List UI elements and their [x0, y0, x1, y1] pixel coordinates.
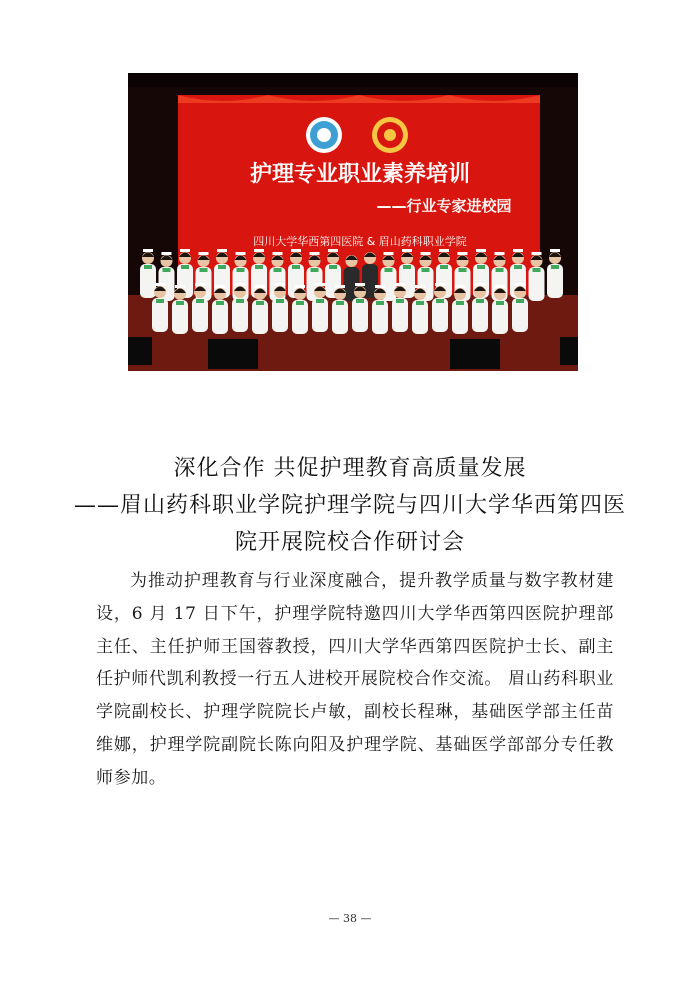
- person-figure: [492, 285, 508, 334]
- person-figure: [392, 283, 408, 332]
- person-figure: [212, 285, 228, 334]
- person-figure: [529, 252, 545, 301]
- person-figure: [412, 285, 428, 334]
- person-figure: [192, 283, 208, 332]
- banner-subtitle: ——行业专家进校园: [376, 197, 512, 215]
- person-figure: [172, 285, 188, 334]
- article-title-line-3: 院开展院校合作研讨会: [234, 530, 465, 555]
- article-paragraph: 为推动护理教育与行业深度融合，提升教学质量与数字教材建设，6 月 17 日下午，护理学院特邀四川大学华西第四医院护理部主任、主任护师王国蓉教授，四川大学华西第四医院护士长、副主任护师代凯利教授一行五人进校开展院校合作交流。 眉山药科职业学院副校长、护理学院院长卢敏，副校长程琳，基础医学部主任苗维娜，护理学院副院长陈向阳及护理学院、基础医学部部分专任教师参加。: [96, 571, 614, 788]
- person-figure: [352, 283, 368, 332]
- person-figure: [252, 285, 268, 334]
- person-figure: [140, 249, 156, 298]
- person-figure: [292, 285, 308, 334]
- stage-speaker: [560, 337, 578, 365]
- page-number: — 38 —: [328, 912, 372, 925]
- stage-speaker: [128, 337, 152, 365]
- banner-footer: 四川大学华西第四医院 & 眉山药科职业学院: [253, 235, 467, 248]
- stage-speaker: [208, 339, 258, 369]
- person-figure: [372, 285, 388, 334]
- person-figure: [547, 249, 563, 298]
- person-figure: [332, 285, 348, 334]
- person-figure: [432, 283, 448, 332]
- person-figure: [452, 285, 468, 334]
- group-photo: [128, 73, 578, 371]
- person-figure: [232, 283, 248, 332]
- banner-title: 护理专业职业素养培训: [249, 162, 471, 187]
- article-title-line-2: ——眉山药科职业学院护理学院与四川大学华西第四医: [73, 493, 626, 518]
- stage-speaker: [450, 339, 500, 369]
- college-logo-icon: [372, 117, 408, 153]
- person-figure: [312, 283, 328, 332]
- person-figure: [152, 283, 168, 332]
- hospital-logo-icon: [306, 117, 342, 153]
- person-figure: [512, 283, 528, 332]
- person-figure: [472, 283, 488, 332]
- person-figure: [272, 283, 288, 332]
- article-title-line-1: 深化合作 共促护理教育高质量发展: [173, 456, 527, 481]
